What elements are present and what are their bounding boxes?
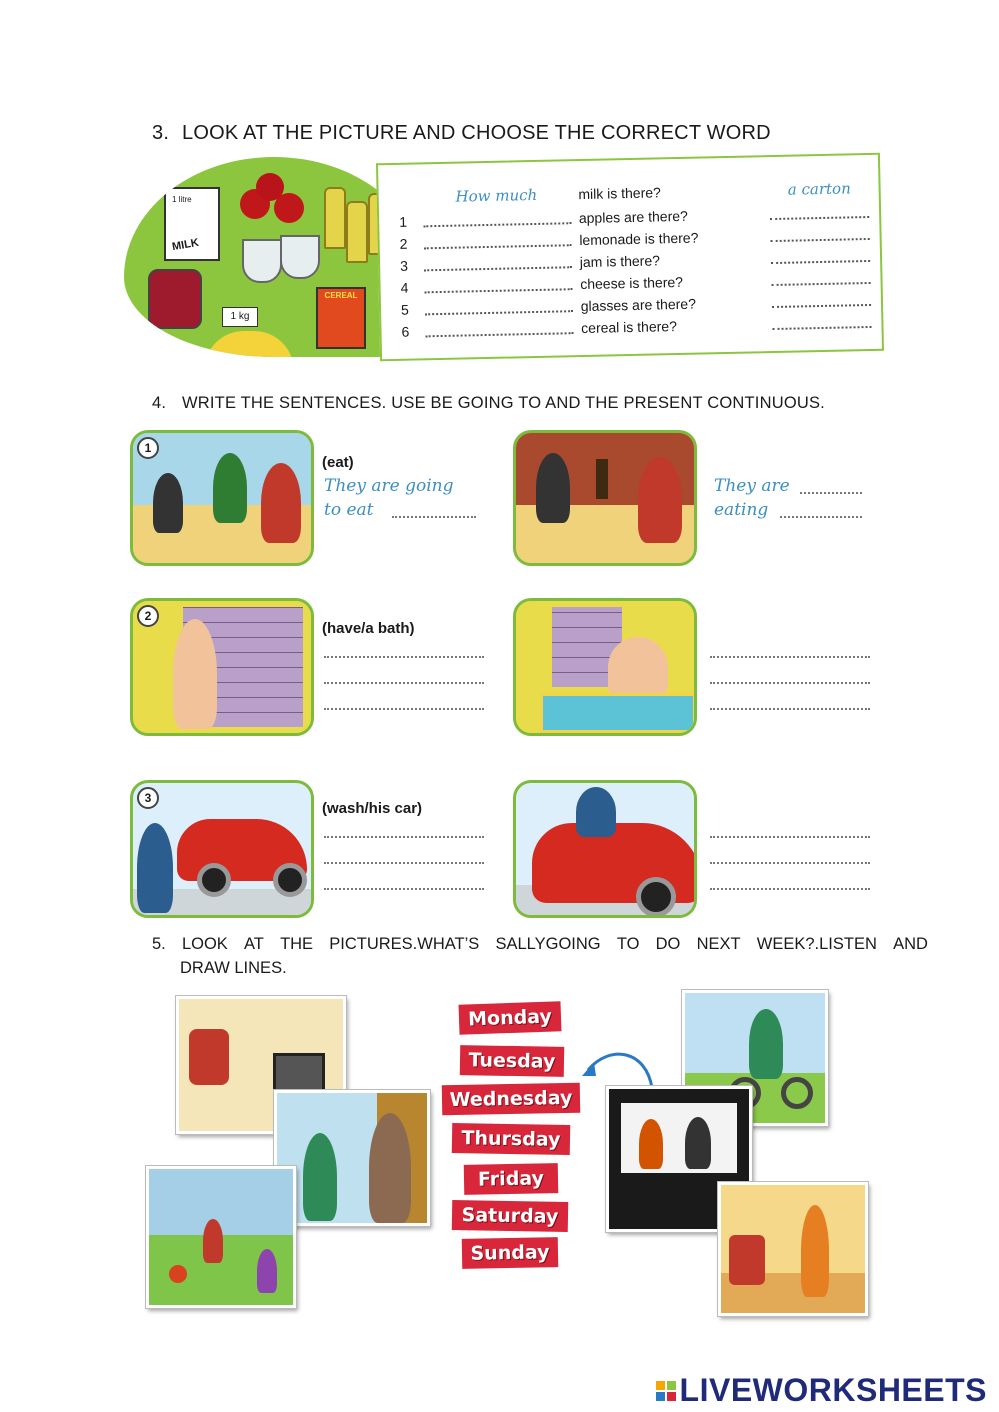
- cereal-label: CEREAL: [324, 291, 358, 300]
- answer-blank[interactable]: [424, 256, 572, 271]
- item-number-badge: 3: [137, 787, 159, 809]
- bath-picture-after: [513, 598, 697, 736]
- example-arrow: [580, 1040, 660, 1090]
- question-text: glasses are there?: [580, 295, 697, 315]
- day-thursday[interactable]: Thursday: [452, 1123, 571, 1155]
- car-picture-after: [513, 780, 697, 918]
- going-to-answer-line2: to eat: [324, 500, 374, 520]
- ex5-heading: [152, 932, 928, 980]
- heading-word: NEXT: [696, 935, 741, 953]
- woman-figure: [261, 463, 301, 543]
- answer-blank[interactable]: [425, 322, 573, 337]
- ex5-number: 5.: [152, 935, 166, 953]
- tv-icon: [273, 1053, 325, 1095]
- actor-figure: [685, 1117, 711, 1169]
- ex3-number: 3.: [152, 122, 170, 144]
- child-figure: [203, 1219, 223, 1263]
- question-text: cereal is there?: [581, 318, 678, 337]
- day-saturday[interactable]: Saturday: [452, 1200, 569, 1232]
- food-question-panel: [376, 153, 884, 362]
- wheel: [273, 863, 307, 897]
- arrow-line: [588, 1054, 652, 1088]
- man-figure: [576, 787, 616, 837]
- girl-figure: [303, 1133, 337, 1221]
- item-number-badge: 1: [137, 437, 159, 459]
- answer-line[interactable]: [710, 708, 870, 710]
- example-answer-blank: How much: [455, 185, 538, 206]
- ex4-heading: [152, 394, 825, 413]
- answer-line[interactable]: [324, 656, 484, 658]
- woman-figure: [638, 457, 682, 543]
- ex5-heading-line1: [152, 932, 928, 956]
- answer-line[interactable]: [710, 836, 870, 838]
- going-to-answer-line1: They are going: [324, 476, 454, 496]
- answer-blank[interactable]: [423, 212, 571, 227]
- liveworksheets-logo: [656, 1372, 987, 1409]
- cheese-icon: [204, 331, 294, 357]
- question-number: 5: [400, 301, 410, 318]
- container-answer-blank[interactable]: [772, 272, 871, 286]
- answer-dots: [392, 516, 476, 518]
- heading-word: PICTURES.WHAT’S: [329, 935, 480, 953]
- glass-icon: [280, 235, 320, 279]
- ex5-heading-line2: DRAW LINES.: [180, 959, 287, 977]
- question-number: 4: [400, 279, 409, 296]
- continuous-answer-line1: They are: [714, 476, 790, 496]
- question-number: 1: [399, 213, 408, 230]
- container-answer-blank[interactable]: [773, 316, 872, 330]
- heading-word: WEEK?.LISTEN: [756, 935, 877, 953]
- ex4-heading-text: WRITE THE SENTENCES. USE BE GOING TO AND THE PRESENT CONTINUOUS.: [182, 394, 825, 412]
- jam-jar-icon: [148, 269, 202, 329]
- milk-carton-icon: [164, 187, 220, 261]
- verb-prompt: (eat): [322, 454, 354, 471]
- question-text: jam is there?: [579, 252, 661, 271]
- ball-icon: [169, 1265, 187, 1283]
- question-number: 2: [399, 235, 408, 252]
- day-friday[interactable]: Friday: [464, 1163, 559, 1195]
- bottle-icon: [596, 459, 608, 499]
- answer-line[interactable]: [710, 656, 870, 658]
- heading-word: AND: [893, 935, 928, 953]
- glass-icon: [242, 239, 282, 283]
- armchair-icon: [729, 1235, 765, 1285]
- answer-line[interactable]: [324, 708, 484, 710]
- man-figure: [153, 473, 183, 533]
- heading-word: SALLYGOING: [495, 935, 601, 953]
- answer-blank[interactable]: [424, 278, 572, 293]
- container-answer-blank[interactable]: [771, 250, 870, 264]
- wheel: [197, 863, 231, 897]
- clown-figure: [639, 1119, 663, 1169]
- girl-figure: [749, 1009, 783, 1079]
- boy-figure: [173, 619, 217, 729]
- answer-blank[interactable]: [425, 300, 573, 315]
- question-text: milk is there?: [578, 184, 661, 203]
- answer-dots: [780, 516, 862, 518]
- restaurant-picture-before: [130, 430, 314, 566]
- heading-word: DO: [655, 935, 681, 953]
- child-figure: [257, 1249, 277, 1293]
- answer-line[interactable]: [710, 862, 870, 864]
- container-answer-blank[interactable]: [770, 206, 869, 220]
- day-monday[interactable]: Monday: [459, 1001, 562, 1035]
- bath-picture-before: [130, 598, 314, 736]
- girl-figure: [801, 1205, 829, 1297]
- ex3-heading-text: LOOK AT THE PICTURE AND CHOOSE THE CORRECT WORD: [182, 122, 771, 144]
- apple-icon: [256, 173, 284, 201]
- day-sunday[interactable]: Sunday: [462, 1237, 559, 1269]
- man-figure: [536, 453, 570, 523]
- milk-size-label: 1 litre: [172, 195, 192, 204]
- cereal-box-icon: [316, 287, 366, 349]
- ex4-number: 4.: [152, 394, 167, 412]
- answer-line[interactable]: [324, 888, 484, 890]
- container-answer-blank[interactable]: [772, 294, 871, 308]
- answer-line[interactable]: [324, 682, 484, 684]
- heading-word: TO: [616, 935, 640, 953]
- heading-word: AT: [244, 935, 264, 953]
- arrowhead: [582, 1062, 596, 1076]
- question-text: cheese is there?: [580, 273, 684, 293]
- question-number: 3: [399, 257, 409, 274]
- answer-dots: [800, 492, 862, 494]
- bottle-icon: [346, 201, 368, 263]
- logo-text: LIVEWORKSHEETS: [679, 1372, 987, 1408]
- bike-wheel: [781, 1077, 813, 1109]
- logo-mark-icon: [656, 1381, 676, 1401]
- answer-line[interactable]: [324, 836, 484, 838]
- waiter-figure: [213, 453, 247, 523]
- answer-blank[interactable]: [423, 234, 571, 249]
- answer-line[interactable]: [710, 888, 870, 890]
- example-container-answer: a carton: [787, 179, 851, 199]
- restaurant-picture-after: [513, 430, 697, 566]
- bottle-icon: [324, 187, 346, 249]
- item-number-badge: 2: [137, 605, 159, 627]
- day-tuesday[interactable]: Tuesday: [460, 1045, 565, 1077]
- armchair-icon: [189, 1029, 229, 1085]
- answer-line[interactable]: [710, 682, 870, 684]
- container-answer-blank[interactable]: [771, 228, 870, 242]
- heading-word: LOOK: [181, 935, 228, 953]
- question-text: lemonade is there?: [579, 229, 699, 249]
- heading-word: THE: [280, 935, 314, 953]
- man-figure: [137, 823, 173, 913]
- bathtub: [540, 693, 696, 733]
- day-wednesday[interactable]: Wednesday: [442, 1083, 581, 1115]
- question-number: 6: [401, 323, 410, 340]
- boy-figure: [608, 637, 668, 697]
- weight-tag: 1 kg: [222, 307, 258, 327]
- verb-prompt: (wash/his car): [322, 800, 423, 817]
- verb-prompt: (have/a bath): [322, 620, 415, 637]
- milk-label: MILK: [171, 236, 200, 254]
- ex3-heading: [152, 122, 771, 145]
- car-picture-before: [130, 780, 314, 918]
- photo-visiting-grandma: [274, 1090, 430, 1226]
- wheel: [636, 877, 676, 917]
- question-text: apples are there?: [578, 207, 688, 227]
- continuous-answer-line2: eating: [714, 500, 769, 520]
- grandma-figure: [369, 1113, 411, 1223]
- photo-playing-football: [146, 1166, 296, 1308]
- photo-cleaning: [718, 1182, 868, 1316]
- answer-line[interactable]: [324, 862, 484, 864]
